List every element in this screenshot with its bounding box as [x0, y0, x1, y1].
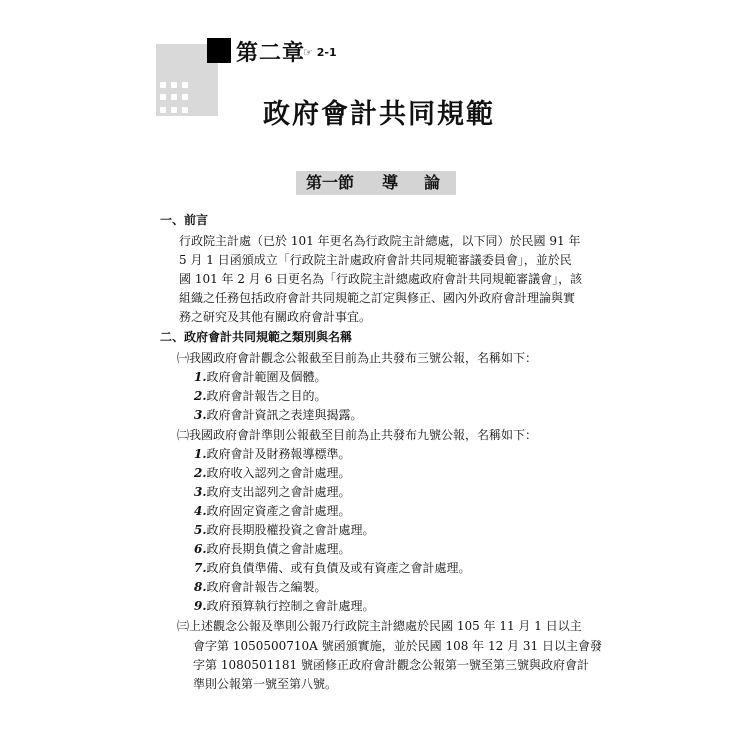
- chapter-ref-code: 2-1: [316, 46, 337, 59]
- preface-line: 務之研究及其他有關政府會計事宜。: [179, 310, 372, 324]
- standards-statements-intro: ㈡我國政府會計準則公報截至目前為止共發布九號公報，名稱如下：: [177, 428, 538, 442]
- preface-line: 行政院主計處（已於 101 年更名為行政院主計總處，以下同）於民國 91 年: [179, 234, 581, 248]
- section-word-1: 導: [382, 173, 399, 192]
- implementation-line: 字第 1080501181 號函修正政府會計觀念公報第一號至第三號與政府會計: [193, 658, 589, 672]
- preface-line: 組織之任務包括政府會計共同規範之訂定與修正、國內外政府會計理論與實: [179, 291, 576, 305]
- concept-statements-intro: ㈠我國政府會計觀念公報截至目前為止共發布三號公報，名稱如下：: [177, 351, 538, 365]
- list-item: 2.政府收入認列之會計處理。: [194, 466, 351, 480]
- hand-pointing-icon: ☞: [303, 46, 313, 59]
- section-prefix: 第一節: [306, 173, 355, 192]
- list-item: 3.政府會計資訊之表達與揭露。: [194, 408, 363, 422]
- heading-preface: 一、前言: [160, 213, 209, 227]
- implementation-line: 會字第 1050500710A 號函頒實施，並於民國 108 年 12 月 31 日以主會發: [193, 639, 602, 653]
- list-item: 3.政府支出認列之會計處理。: [194, 485, 351, 499]
- section-heading: [296, 171, 456, 195]
- section-word-2: 論: [424, 173, 441, 192]
- implementation-line: ㈢上述觀念公報及準則公報乃行政院主計總處於民國 105 年 11 月 1 日以主: [177, 619, 582, 633]
- preface-line: 國 101 年 2 月 6 日更名為「行政院主計總處政府會計共同規範審議會」，該: [179, 272, 583, 286]
- list-item: 6.政府長期負債之會計處理。: [194, 542, 351, 556]
- chapter-marker-square: [207, 38, 231, 63]
- document-title: 政府會計共同規範: [263, 99, 495, 130]
- list-item: 7.政府負債準備、或有負債及或有資產之會計處理。: [194, 561, 471, 575]
- chapter-title: 第二章: [236, 41, 306, 66]
- heading-categories: 二、政府會計共同規範之類別與名稱: [160, 330, 353, 344]
- list-item: 8.政府會計報告之編製。: [194, 580, 327, 594]
- list-item: 1.政府會計範圍及個體。: [194, 370, 327, 384]
- list-item: 2.政府會計報告之目的。: [194, 389, 327, 403]
- implementation-line: 準則公報第一號至第八號。: [193, 677, 338, 691]
- preface-line: 5 月 1 日函頒成立「行政院主計處政府會計共同規範審議委員會」，並於民: [179, 253, 572, 267]
- list-item: 4.政府固定資產之會計處理。: [194, 504, 351, 518]
- list-item: 1.政府會計及財務報導標準。: [194, 447, 351, 461]
- list-item: 5.政府長期股權投資之會計處理。: [194, 523, 375, 537]
- list-item: 9.政府預算執行控制之會計處理。: [194, 599, 375, 613]
- chapter-ref: [303, 46, 337, 59]
